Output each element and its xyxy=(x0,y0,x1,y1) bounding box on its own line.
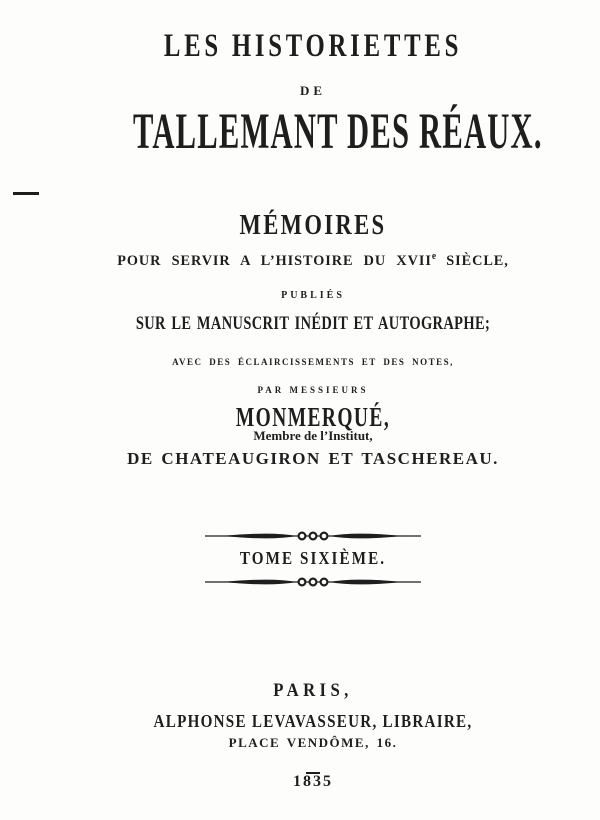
subtitle-text: POUR SERVIR A L’HISTOIRE DU XVII xyxy=(117,253,432,269)
superscript-e: e xyxy=(431,251,437,262)
series-title: LES HISTORIETTES xyxy=(163,28,463,64)
imprint-publisher: ALPHONSE LEVAVASSEUR, LIBRAIRE, xyxy=(153,711,473,731)
memoires-heading: MÉMOIRES xyxy=(239,209,387,241)
ornament-graphic xyxy=(205,528,421,544)
dash-rule xyxy=(13,192,39,196)
notes-line: AVEC DES ÉCLAIRCISSEMENTS ET DES NOTES, xyxy=(172,357,454,367)
subtitle-line xyxy=(28,252,598,269)
manuscript-line: SUR LE MANUSCRIT INÉDIT ET AUTOGRAPHE; xyxy=(135,313,491,334)
ornament-rule-top xyxy=(13,528,600,546)
title-connector-de: DE xyxy=(299,83,327,98)
author-title: TALLEMANT DES RÉAUX. xyxy=(133,104,543,160)
par-messieurs-line: PAR MESSIEURS xyxy=(257,385,369,395)
co-editors-line: DE CHATEAUGIRON ET TASCHEREAU. xyxy=(127,449,499,468)
tome-line: TOME SIXIÈME. xyxy=(239,548,387,568)
publies-line: PUBLIÉS xyxy=(281,290,345,301)
ornament-rule-bottom xyxy=(13,574,600,592)
ornament-graphic xyxy=(205,574,421,590)
editor-name: MONMERQUÉ, xyxy=(235,402,391,432)
title-divider-dash xyxy=(13,182,600,200)
editor-affiliation: Membre de l’Institut, xyxy=(253,428,373,443)
imprint-city: PARIS, xyxy=(273,680,353,701)
subtitle-text-end: SIÈCLE, xyxy=(436,253,509,269)
imprint-year: 1835 xyxy=(293,773,333,790)
imprint-address: PLACE VENDÔME, 16. xyxy=(228,735,398,750)
